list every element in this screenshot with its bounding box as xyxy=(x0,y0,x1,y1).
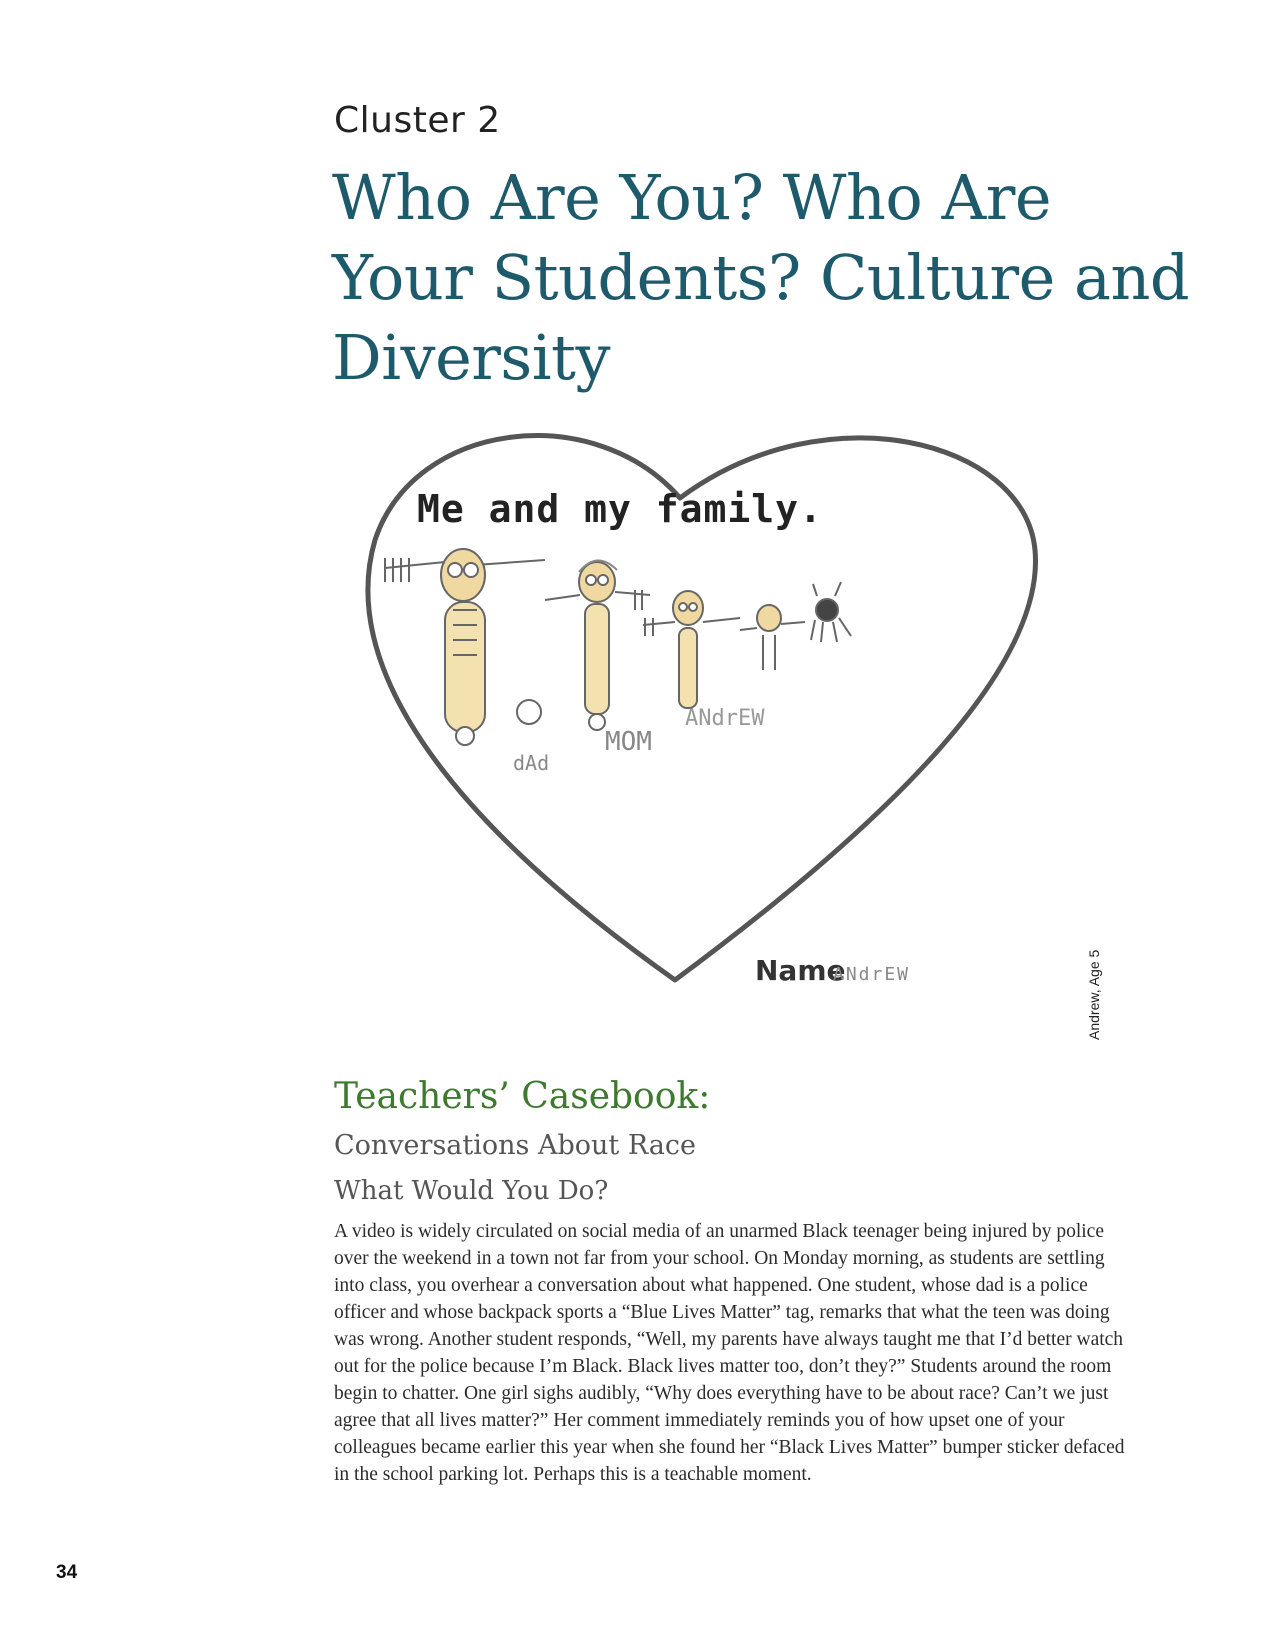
label-andrew: ANdrEW xyxy=(685,706,765,731)
child-drawing xyxy=(345,410,1105,1030)
casebook-question: What Would You Do? xyxy=(334,1176,609,1206)
chapter-title: Who Are You? Who Are Your Students? Culture and Diversity xyxy=(332,161,1190,394)
figure-andrew xyxy=(643,591,740,708)
drawing-credit: Andrew, Age 5 xyxy=(1086,949,1102,1040)
figure-pet xyxy=(811,582,851,642)
page-number: 34 xyxy=(56,1562,78,1583)
label-dad: dAd xyxy=(513,751,550,775)
casebook-heading: Teachers’ Casebook: xyxy=(334,1076,711,1117)
figure-dad xyxy=(385,549,545,745)
casebook-subheading: Conversations About Race xyxy=(334,1130,696,1161)
name-value: ANdrEW xyxy=(833,964,911,985)
casebook-body: A video is widely circulated on social media of an unarmed Black teenager being injured by police over the weekend in a town not far from your school. On Monday morning, as students are settling into class, you overhear a conversation about what happened. One student, whose dad is a police officer and whose backpack sports a “Blue Lives Matter” tag, remarks that what the teen was doing was wrong. Another student responds, “Well, my parents have always taught me that I’d better watch out for the police because I’m Black. Black lives matter too, don’t they?” Students around the room begin to chatter. One girl sighs audibly, “Why does everything have to be about race? Can’t we just agree that all lives matter?” Her comment immediately reminds you of how upset one of your colleagues became earlier this year when she found her “Black Lives Matter” bumper sticker defaced in the school parking lot. Perhaps this is a teachable moment. xyxy=(334,1221,1125,1485)
cluster-label: Cluster 2 xyxy=(334,100,501,141)
name-label: Name xyxy=(755,954,846,987)
label-mom: MOM xyxy=(605,727,652,757)
drawing-caption: Me and my family. xyxy=(417,487,823,531)
figure-child xyxy=(740,605,805,670)
figure-mom xyxy=(545,560,650,730)
